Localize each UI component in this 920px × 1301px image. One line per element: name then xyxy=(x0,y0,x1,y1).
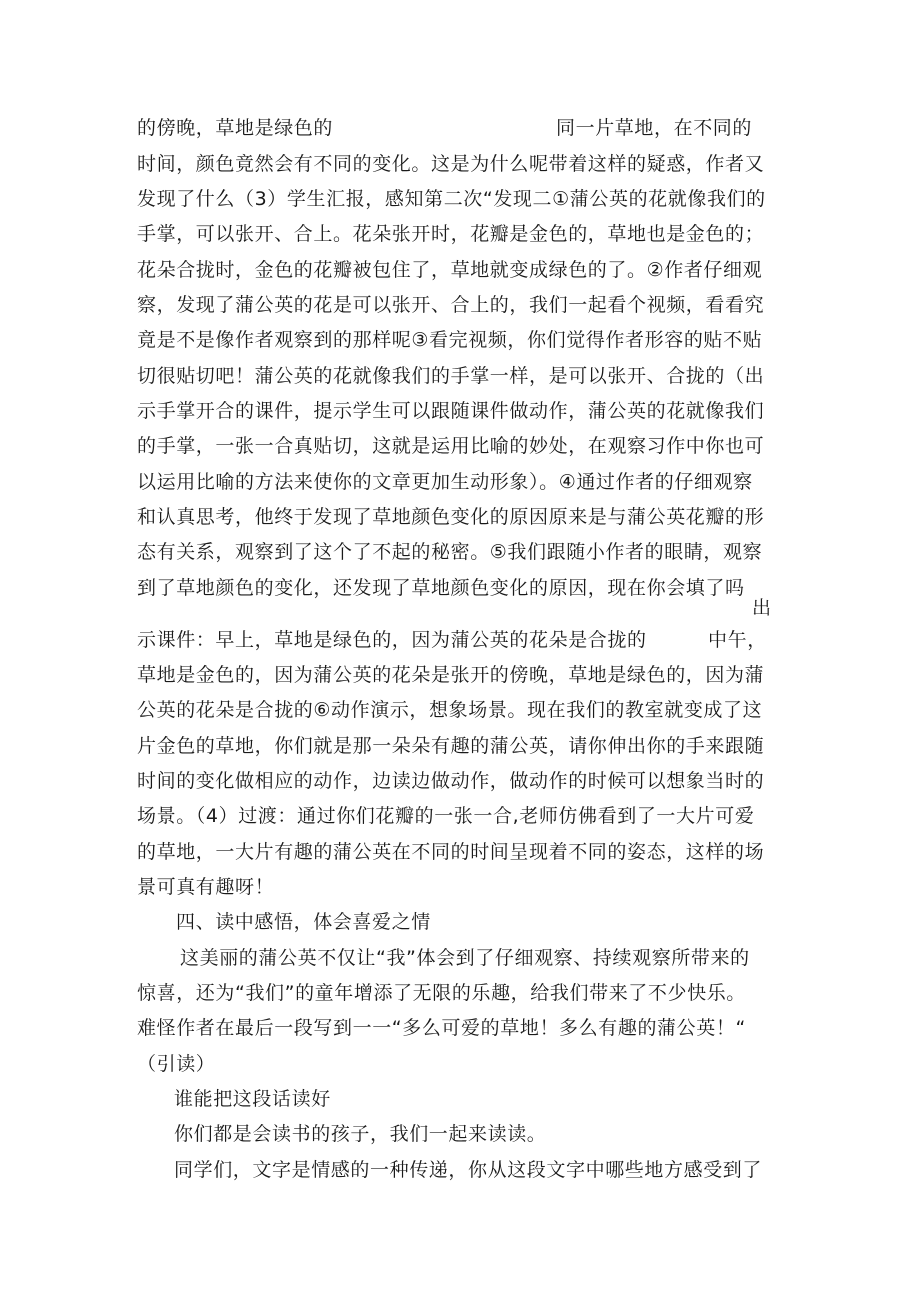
text-line: 手掌，可以张开、合上。花朵张开时，花瓣是金色的，草地也是金色的； xyxy=(137,223,765,245)
text-line: 片金色的草地，你们就是那一朵朵有趣的蒲公英，请你伸出你的手来跟随 xyxy=(137,735,765,757)
text-line: （引读） xyxy=(137,1053,216,1075)
text-line: 同学们，文字是情感的一种传递，你从这段文字中哪些地方感受到了 xyxy=(174,1159,763,1181)
text-line: 的傍晚，草地是绿色的 xyxy=(137,117,334,139)
text-line: 花朵合拢时，金色的花瓣被包住了，草地就变成绿色的了。②作者仔细观 xyxy=(137,259,763,281)
text-line: 中午， xyxy=(708,629,767,651)
text-line: 草地是金色的，因为蒲公英的花朵是张开的傍晚，草地是绿色的，因为蒲 xyxy=(137,664,765,686)
text-line: 到了草地颜色的变化，还发现了草地颜色变化的原因，现在你会填了吗 xyxy=(137,577,745,599)
text-line: 惊喜，还为“我们”的童年增添了无限的乐趣，给我们带来了不少快乐。 xyxy=(137,982,746,1004)
text-line: 示手掌开合的课件，提示学生可以跟随课件做动作，蒲公英的花就像我们 xyxy=(137,400,765,422)
text-line: 切很贴切吧！蒲公英的花就像我们的手掌一样，是可以张开、合拢的（出 xyxy=(137,365,765,387)
text-line: 谁能把这段话读好 xyxy=(174,1088,331,1110)
section-heading: 四、读中感悟，体会喜爱之情 xyxy=(176,911,431,933)
text-line: 察，发现了蒲公英的花是可以张开、合上的，我们一起看个视频，看看究 xyxy=(137,294,765,316)
text-line: 态有关系，观察到了这个了不起的秘密。⑤我们跟随小作者的眼睛，观察 xyxy=(137,541,763,563)
text-line: 时间，颜色竟然会有不同的变化。这是为什么呢带着这样的疑惑，作者又 xyxy=(137,153,765,175)
text-line: 难怪作者在最后一段写到一一“多么可爱的草地！多么有趣的蒲公英！“ xyxy=(137,1017,746,1039)
text-line: 的草地，一大片有趣的蒲公英在不同的时间呈现着不同的姿态，这样的场 xyxy=(137,841,765,863)
text-line: 同一片草地，在不同的 xyxy=(556,117,753,139)
text-line: 和认真思考，他终于发现了草地颜色变化的原因原来是与蒲公英花瓣的形 xyxy=(137,506,765,528)
text-line: 出 xyxy=(752,597,772,619)
text-line: 发现了什么（3）学生汇报，感知第二次“发现二①蒲公英的花就像我们的 xyxy=(137,188,766,210)
text-line: 景可真有趣呀！ xyxy=(137,876,275,898)
text-line: 这美丽的蒲公英不仅让“我”体会到了仔细观察、持续观察所带来的 xyxy=(180,947,750,969)
text-line: 场景。（4）过渡：通过你们花瓣的一张一合,老师仿佛看到了一大片可爱 xyxy=(137,805,755,827)
text-line: 竟是不是像作者观察到的那样呢③看完视频，你们觉得作者形容的贴不贴 xyxy=(137,329,763,351)
text-line: 以运用比喻的方法来使你的文章更加生动形象）。④通过作者的仔细观察 xyxy=(137,471,753,493)
text-line: 时间的变化做相应的动作，边读边做动作，做动作的时候可以想象当时的 xyxy=(137,770,765,792)
text-line: 示课件：早上，草地是绿色的，因为蒲公英的花朵是合拢的 xyxy=(137,629,647,651)
text-line: 的手掌，一张一合真贴切，这就是运用比喻的妙处，在观察习作中你也可 xyxy=(137,435,765,457)
text-line: 你们都是会读书的孩子，我们一起来读读。 xyxy=(174,1123,547,1145)
text-line: 公英的花朵是合拢的⑥动作演示，想象场景。现在我们的教室就变成了这 xyxy=(137,699,763,721)
